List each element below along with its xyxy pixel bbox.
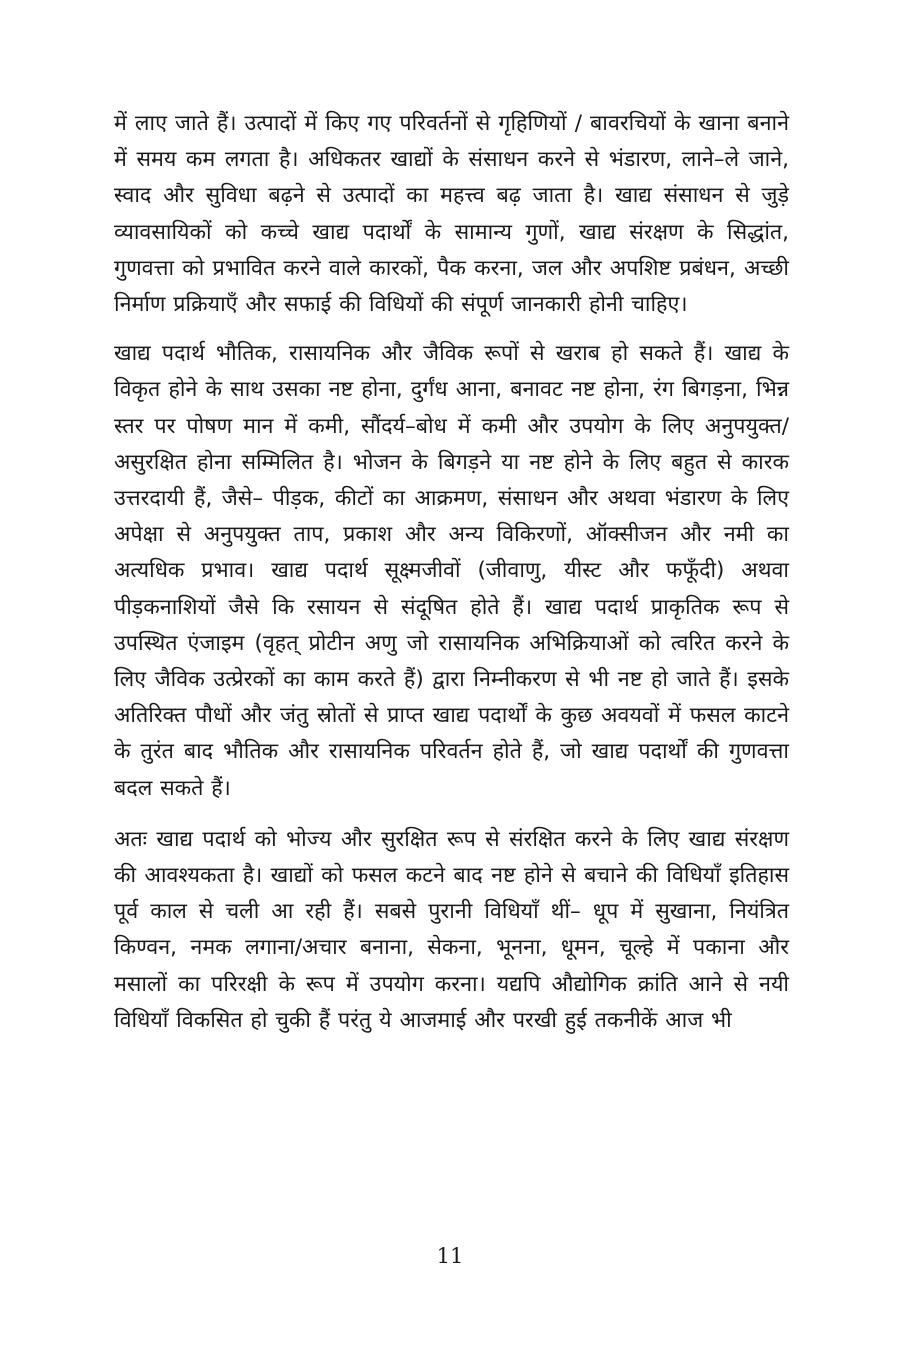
page-body — [114, 106, 789, 1039]
paragraph-2: खाद्य पदार्थ भौतिक, रासायनिक और जैविक रूपों से खराब हो सकते हैं। खाद्य के विकृत होने के साथ उसका नष्ट होना, दुर्गंध आना, बनावट नष्ट होना, रंग बिगड़ना, भिन्न स्तर पर पोषण मान में कमी, सौंदर्य–बोध में कमी और उपयोग के लिए अनुपयुक्त/असुरक्षित होना सम्मिलित है। भोजन के बिगड़ने या नष्ट होने के लिए बहुत से कारक उत्तरदायी हैं, जैसे– पीड़क, कीटों का आक्रमण, संसाधन और अथवा भंडारण के लिए अपेक्षा से अनुपयुक्त ताप, प्रकाश और अन्य विकिरणों, ऑक्सीजन और नमी का अत्यधिक प्रभाव। खाद्य पदार्थ सूक्ष्मजीवों (जीवाणु, यीस्ट और फफूँदी) अथवा पीड़कनाशियों जैसे कि रसायन से संदूषित होते हैं। खाद्य पदार्थ प्राकृतिक रूप से उपस्थित एंजाइम (वृहत् प्रोटीन अणु जो रासायनिक अभिक्रियाओं को त्वरित करने के लिए जैविक उत्प्रेरकों का काम करते हैं) द्वारा निम्नीकरण से भी नष्ट हो जाते हैं। इसके अतिरिक्त पौधों और जंतु स्रोतों से प्राप्त खाद्य पदार्थों के कुछ अवयवों में फसल काटने के तुरंत बाद भौतिक और रासायनिक परिवर्तन होते हैं, जो खाद्य पदार्थों की गुणवत्ता बदल सकते हैं। — [114, 341, 789, 801]
paragraph-1: में लाए जाते हैं। उत्पादों में किए गए परिवर्तनों से गृहिणियों / बावरचियों के खाना बनाने में समय कम लगता है। अधिकतर खाद्यों के संसाधन करने से भंडारण, लाने–ले जाने, स्वाद और सुविधा बढ़ने से उत्पादों का महत्त्व बढ़ जाता है। खाद्य संसाधन से जुड़े व्यावसायिकों को कच्चे खाद्य पदार्थों के सामान्य गुणों, खाद्य संरक्षण के सिद्धांत, गुणवत्ता को प्रभावित करने वाले कारकों, पैक करना, जल और अपशिष्ट प्रबंधन, अच्छी निर्माण प्रक्रियाएँ और सफाई की विधियों की संपूर्ण जानकारी होनी चाहिए। — [114, 111, 789, 318]
paragraph-3: अतः खाद्य पदार्थ को भोज्य और सुरक्षित रूप से संरक्षित करने के लिए खाद्य संरक्षण की आवश्यकता है। खाद्यों को फसल कटने बाद नष्ट होने से बचाने की विधियाँ इतिहास पूर्व काल से चली आ रही हैं। सबसे पुरानी विधियाँ थीं– धूप में सुखाना, नियंत्रित किण्वन, नमक लगाना/अचार बनाना, सेकना, भूनना, धूमन, चूल्हे में पकाना और मसालों का परिरक्षी के रूप में उपयोग करना। यद्यपि औद्योगिक क्रांति आने से नयी विधियाँ विकसित हो चुकी हैं परंतु ये आजमाई और परखी हुई तकनीकें आज भी — [114, 826, 789, 1033]
page-number: 11 — [436, 1244, 464, 1268]
